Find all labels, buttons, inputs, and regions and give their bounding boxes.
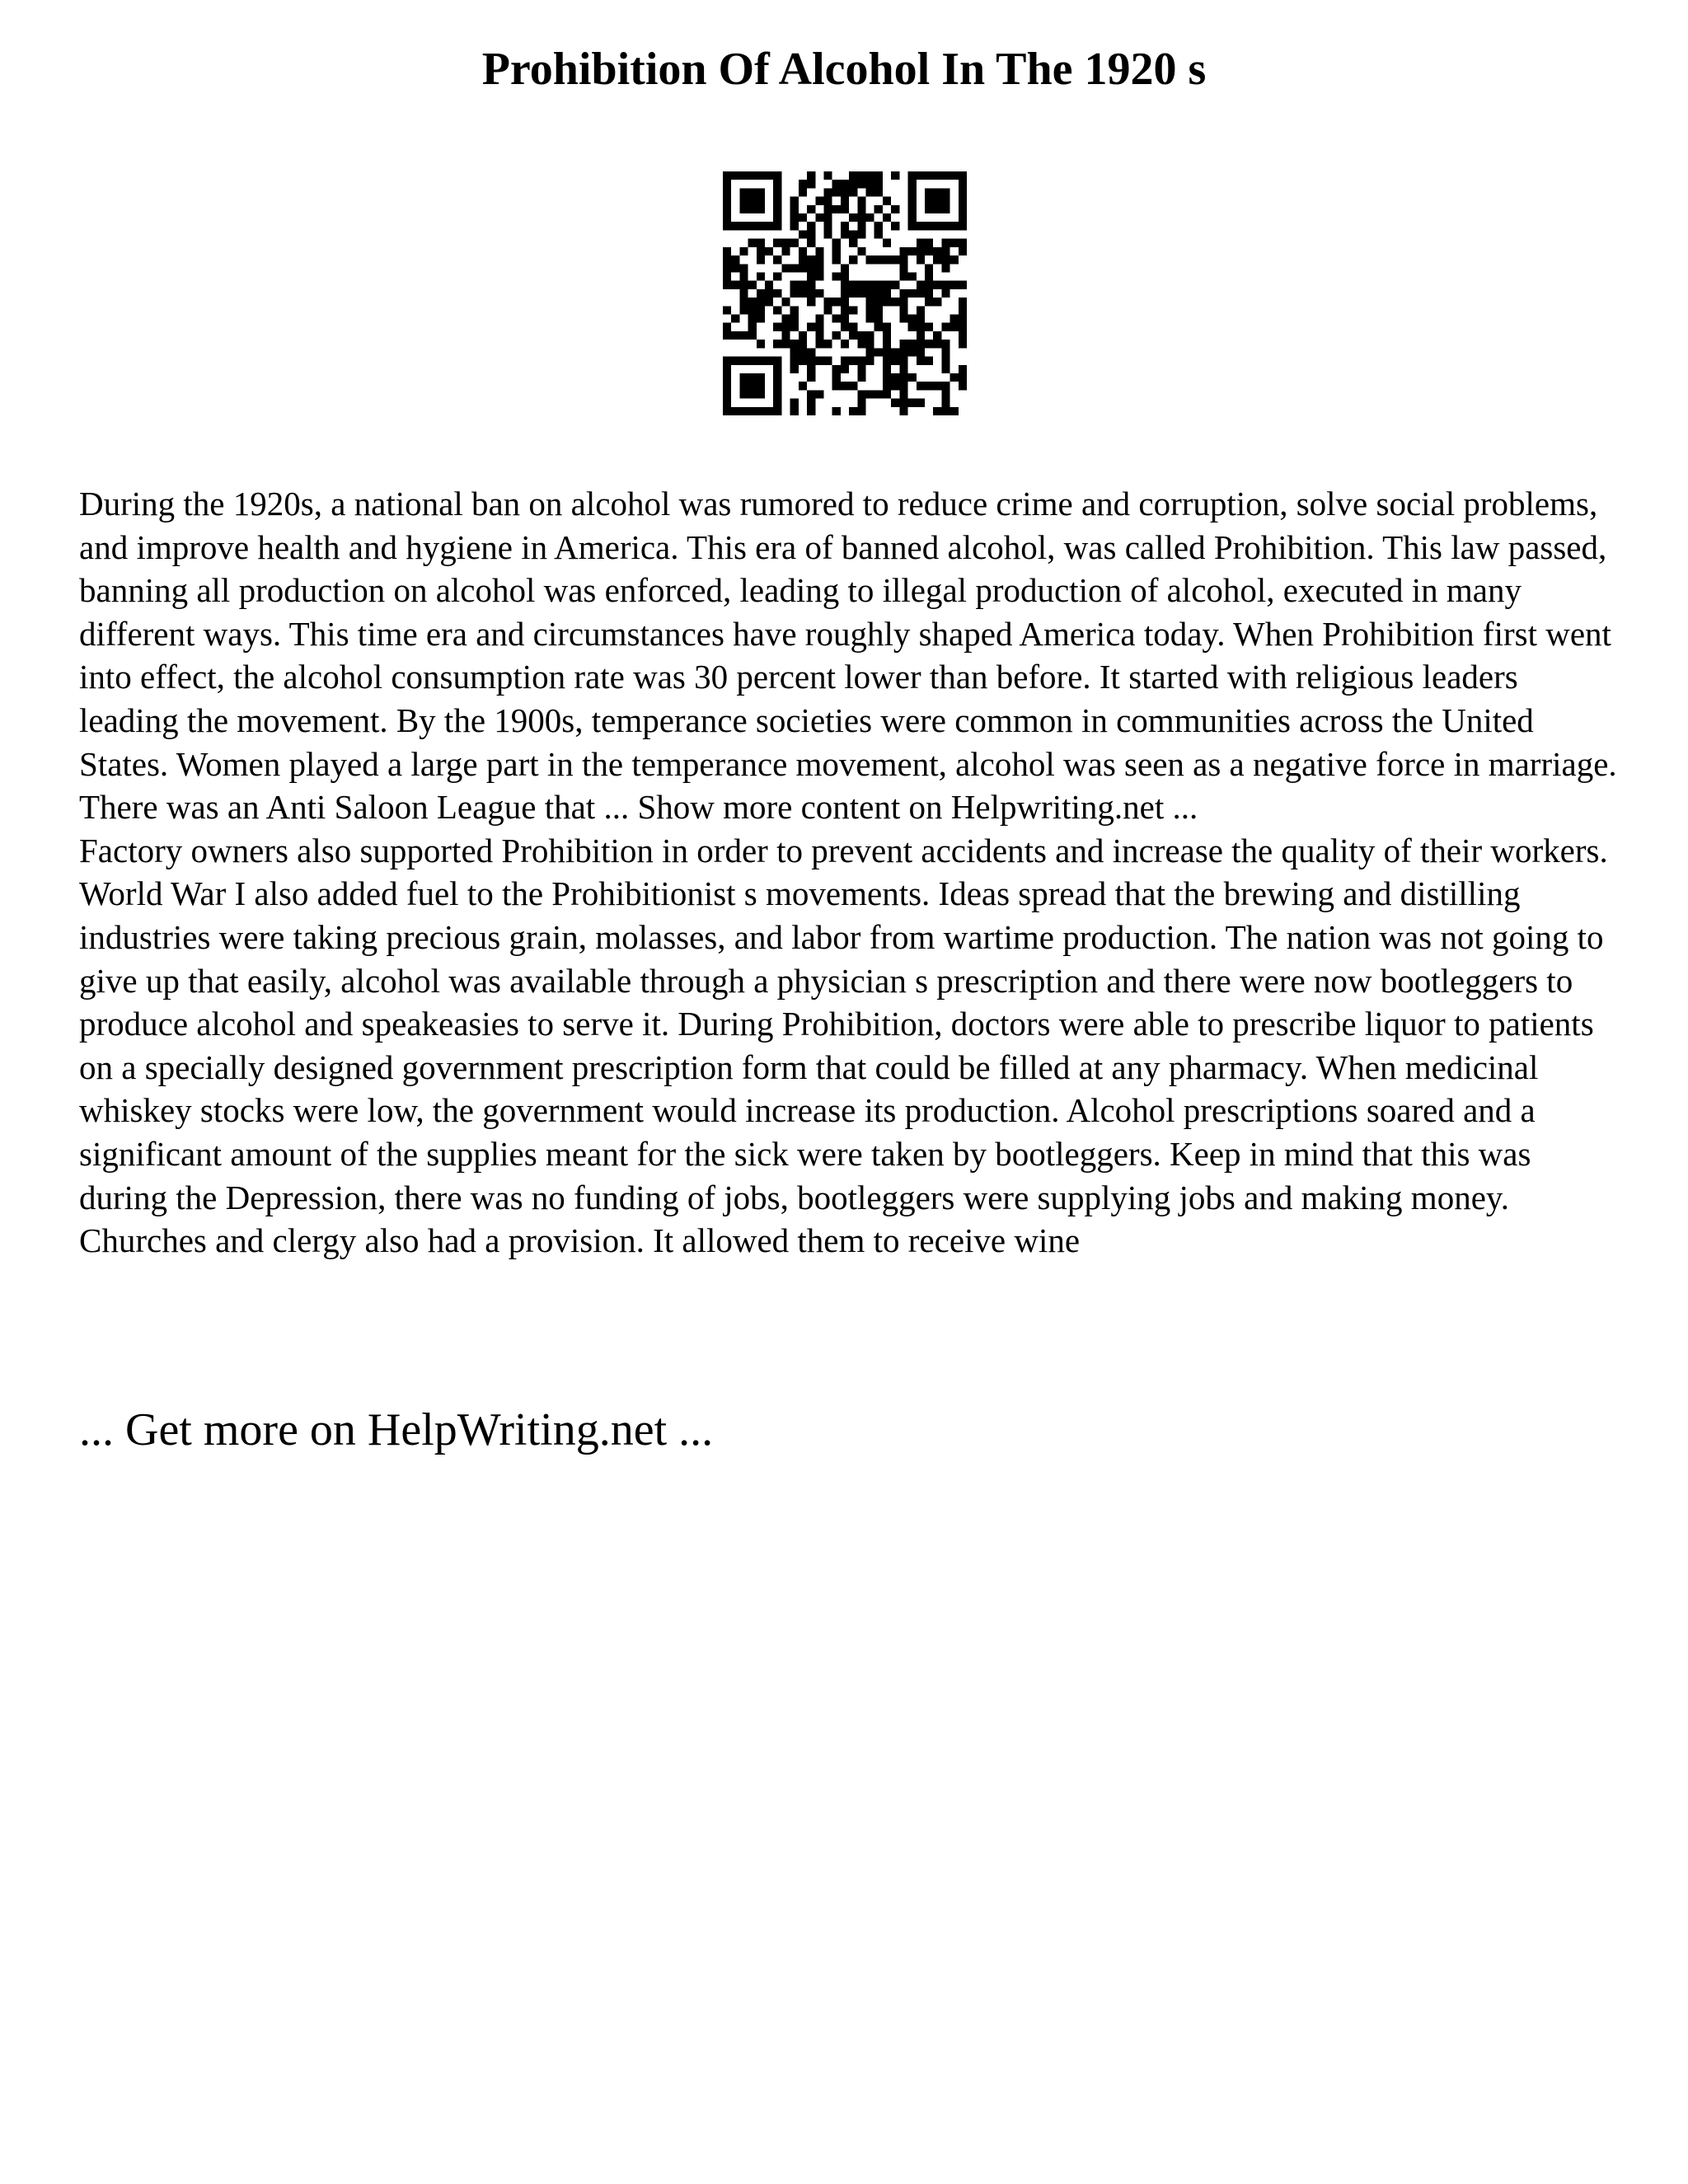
paragraph-2: Factory owners also supported Prohibition in order to prevent accidents and increase the quality of their workers. World War I also added fuel to the Prohibitionist s movements. Ideas spread that the brewing and distilling industries were taking precious grain, molasses, and labor from wartime production. The nation was not going to give up that easily, alcohol was available through a physician s prescription and there were now bootleggers to produce alcohol and speakeasies to serve it. During Prohibition, doctors were able to prescribe liquor to patients on a specially designed government prescription form that could be filled at any pharmacy. When medicinal whiskey stocks were low, the government would increase its production. Alcohol prescriptions soared and a significant amount of the supplies meant for the sick were taken by bootleggers. Keep in mind that this was during the Depression, there was no funding of jobs, bootleggers were supplying jobs and making money. Churches and clergy also had a provision. It allowed them to receive wine xyxy=(79,831,1608,1260)
qr-code-icon xyxy=(723,171,967,415)
paragraph-1: During the 1920s, a national ban on alcohol was rumored to reduce crime and corruption, solve social problems, and improve health and hygiene in America. This era of banned alcohol, was called Prohibition. This law passed, banning all production on alcohol was enforced, leading to illegal production of alcohol, executed in many different ways. This time era and circumstances have roughly shaped America today. When Prohibition first went into effect, the alcohol consumption rate was 30 percent lower than before. It started with religious leaders leading the movement. By the 1900s, temperance societies were common in communities across the United States. Women played a large part in the temperance movement, alcohol was seen as a negative force in marriage. There was an Anti Saloon League that ... Show more content on Helpwriting.net ... xyxy=(79,485,1617,827)
article-body xyxy=(79,482,1620,1263)
page-title: Prohibition Of Alcohol In The 1920 s xyxy=(481,44,1207,95)
get-more-link[interactable]: ... Get more on HelpWriting.net ... xyxy=(79,1404,714,1455)
